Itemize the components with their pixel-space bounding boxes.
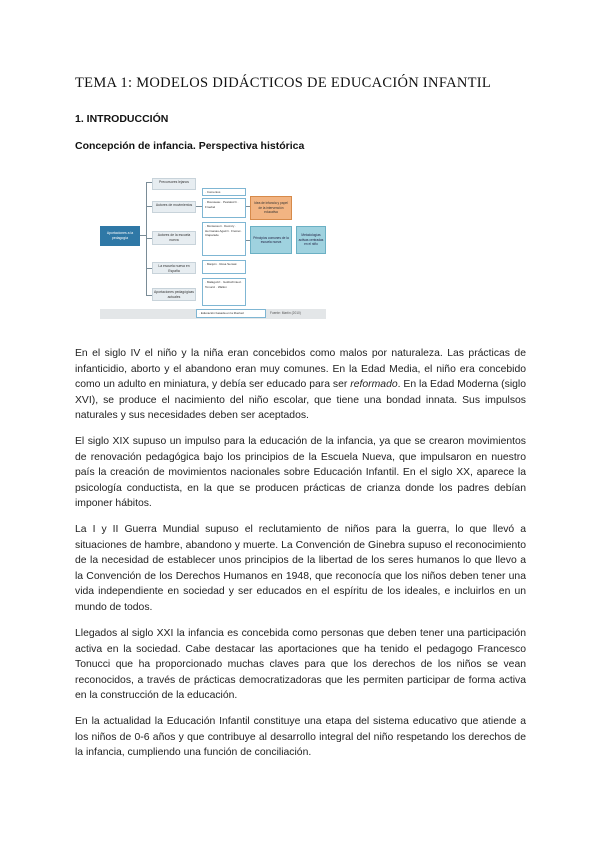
diagram-author-list: · Montessori · Decroly · Hermanas Agazzi · Freinet · Claparède: [202, 222, 246, 256]
diagram-category-node: Autores de la escuela nueva: [152, 231, 196, 245]
diagram-credit: Fuente: Martín (2010): [270, 311, 301, 315]
diagram-methods-box: Metodologías activas centradas en el niño: [296, 226, 326, 254]
section-heading: 1. INTRODUCCIÓN: [75, 113, 169, 125]
diagram-category-node: Precursores lejanos: [152, 178, 196, 190]
diagram-bottom-caption: · Educación basada en la libertad: [196, 309, 266, 318]
paragraph-actualidad: En la actualidad la Educación Infantil constituye una etapa del sistema educativo que atiende a los niños de 0-6 años y que contribuye al desarrollo integral del niño respetando los derechos de la infancia, cumpliendo una función de conciliación.: [75, 716, 526, 759]
diagram-category-node: Autores de movimientos: [152, 201, 196, 213]
diagram-author-list: · Manjón · Rosa Sensat: [202, 260, 246, 274]
diagram-root-node: Aportaciones a la pedagogía: [100, 226, 140, 246]
paragraph-siglo-iv: En el siglo IV el niño y la niña eran concebidos como malos por naturaleza. Las prácticas de infanticidio, aborto y el abandono eran muy comunes. En la Edad Media, el niño era concebido como un adulto en miniatura, y debía ser educado para ser reformado. En la Edad Moderna (siglo XVI), se produce el nacimiento del niño escolar, que tiene una bondad innata. Sus impulsos naturales y sus necesidades deben ser aceptados.: [75, 348, 526, 422]
paragraph-guerra-mundial: La I y II Guerra Mundial supuso el reclutamiento de niños para la guerra, lo que llevó a situaciones de hambre, abandono y muerte. La Convención de Ginebra supuso el reconocimiento de la necesidad de establecer unos principios de la libertad de los seres humanos lo que llevo a la Convención de los Derechos Humanos en 1948, que reconocía que los niños deben tener una vida independiente en sociedad y ser educados en el espíritu de los ideales, e incluirlos en un mundo de todos.: [75, 524, 526, 613]
diagram-principles-box: Principios comunes de la escuela nueva: [250, 226, 292, 254]
paragraph-siglo-xix: El siglo XIX supuso un impulso para la educación de la infancia, ya que se crearon movimientos de renovación pedagógica bajo los principios de la Escuela Nueva, que impulsaron en nuestro país la creación de movimientos nacionales sobre Educación Infantil. En el siglo XX, aparece la psicología conductista, en la que se producen prácticas de crianza donde los padres debían imponer hábitos.: [75, 436, 526, 510]
diagram-author-list: · Comenius: [202, 188, 246, 196]
paragraph-siglo-xxi: Llegados al siglo XXI la infancia es concebida como personas que deben tener una participación activa en la sociedad. Cabe destacar las aportaciones que ha tenido el pedagogo Francesco Tonucci que ha proporcionado muchas claves para que los derechos de los niños se vean reconocidos, a través de prácticas democratizadoras que les permiten participar de forma activa en la construcción de la educación.: [75, 628, 526, 702]
diagram-highlight-box: Idea de infancia y papel de la intervención educativa: [250, 196, 292, 220]
document-title: TEMA 1: MODELOS DIDÁCTICOS DE EDUCACIÓN INFANTIL: [75, 75, 492, 91]
diagram-category-node: Aportaciones pedagógicas actuales: [152, 288, 196, 301]
diagram-category-node: La escuela nueva en España: [152, 262, 196, 274]
subsection-heading: Concepción de infancia. Perspectiva histórica: [75, 140, 305, 152]
history-concept-diagram: [100, 168, 326, 324]
diagram-author-list: · Malaguzzi · Goldschmied · Tonucci · Wallon: [202, 278, 246, 306]
diagram-author-list: · Rousseau · Pestalozzi · Froebel: [202, 198, 246, 218]
